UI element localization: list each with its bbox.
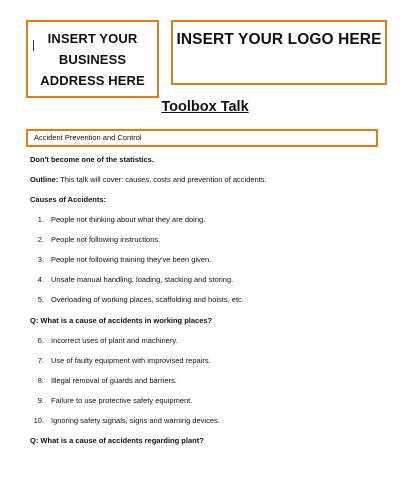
list-item xyxy=(30,416,220,426)
logo-placeholder-box[interactable] xyxy=(171,20,387,85)
list-item-text: Incorrect uses of plant and machinery. xyxy=(51,336,178,345)
list-item-text: Unsafe manual handling, loading, stacking and storing. xyxy=(51,275,234,284)
list-item-number: 1. xyxy=(37,215,44,224)
document-title: Toolbox Talk xyxy=(161,99,249,115)
list-item-number: 7. xyxy=(37,356,44,365)
list-item xyxy=(30,295,244,305)
list-item-number: 9. xyxy=(37,396,44,405)
address-line-2: BUSINESS xyxy=(58,51,127,67)
section-heading: Accident Prevention and Control xyxy=(34,133,142,142)
list-item-number: 2. xyxy=(37,235,44,244)
list-item-number: 5. xyxy=(37,295,44,304)
list-item-text: People not following training they've been given. xyxy=(51,255,212,264)
section-heading-box xyxy=(26,129,378,147)
list-item xyxy=(30,215,205,225)
list-item-text: Use of faulty equipment with improvised repairs. xyxy=(51,356,211,365)
list-item xyxy=(30,275,233,285)
list-item xyxy=(30,376,177,386)
logo-placeholder-text: INSERT YOUR LOGO HERE xyxy=(176,31,382,48)
list-item-text: Failure to use protective safety equipment. xyxy=(51,396,193,405)
list-item-text: Illegal removal of guards and barriers. xyxy=(51,376,177,385)
list-item-number: 6. xyxy=(37,336,44,345)
list-item-text: Overloading of working places, scaffolding and hoists, etc. xyxy=(51,295,244,304)
list-item-number: 3. xyxy=(37,255,44,264)
list-item xyxy=(30,235,160,245)
list-item-text: People not following instructions. xyxy=(51,235,161,244)
question-plant: Q: What is a cause of accidents regarding plant? xyxy=(30,436,204,445)
intro-statement: Don't become one of the statistics. xyxy=(30,155,154,164)
address-line-3: ADDRESS HERE xyxy=(40,72,145,88)
address-line-1: INSERT YOUR xyxy=(47,30,138,46)
question-working-places: Q: What is a cause of accidents in working places? xyxy=(30,316,213,325)
list-item-text: Ignoring safety signals, signs and warning devices. xyxy=(51,416,220,425)
list-item-text: People not thinking about what they are doing. xyxy=(51,215,206,224)
list-item xyxy=(30,255,211,265)
outline-label: Outline: xyxy=(30,175,59,184)
list-item xyxy=(30,336,178,346)
business-address-box[interactable] xyxy=(26,20,159,98)
list-item-number: 8. xyxy=(37,376,44,385)
list-item-number: 4. xyxy=(37,275,44,284)
text-cursor xyxy=(33,40,34,51)
outline-text: This talk will cover: causes, costs and prevention of accidents. xyxy=(58,175,267,184)
list-item xyxy=(30,356,211,366)
causes-heading: Causes of Accidents: xyxy=(30,195,106,204)
outline-paragraph xyxy=(30,175,267,185)
list-item-number: 10. xyxy=(33,416,44,425)
list-item xyxy=(30,396,192,406)
